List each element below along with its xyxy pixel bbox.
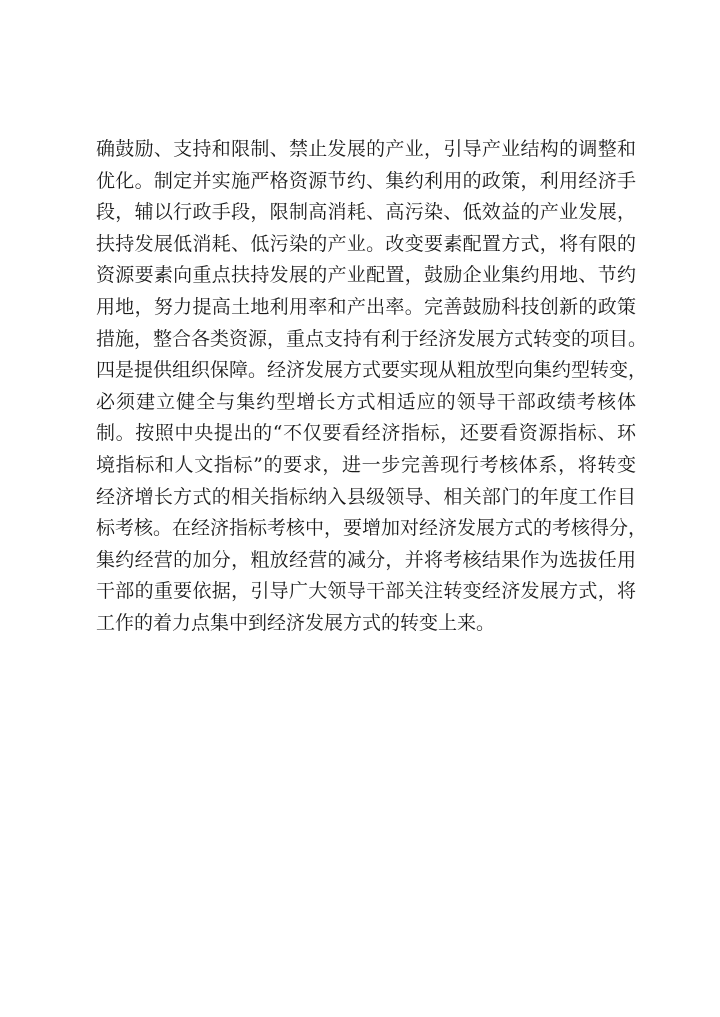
text-line: 用地，努力提高土地利用率和产出率。完善鼓励科技创新的政策 — [96, 295, 636, 318]
text-line: 制。按照中央提出的“不仅要看经济指标，还要看资源指标、环 — [96, 422, 636, 445]
text-line: 措施，整合各类资源，重点支持有利于经济发展方式转变的项目。 — [96, 327, 648, 350]
text-line: 四是提供组织保障。经济发展方式要实现从粗放型向集约型转变， — [96, 359, 648, 382]
text-line: 段，辅以行政手段，限制高消耗、高污染、低效益的产业发展， — [96, 201, 636, 224]
text-line: 工作的着力点集中到经济发展方式的转变上来。 — [96, 611, 496, 634]
text-line: 经济增长方式的相关指标纳入县级领导、相关部门的年度工作目 — [96, 485, 636, 508]
body-paragraph — [96, 134, 648, 640]
text-line: 确鼓励、支持和限制、禁止发展的产业，引导产业结构的调整和 — [96, 138, 636, 160]
text-line: 扶持发展低消耗、低污染的产业。改变要素配置方式，将有限的 — [96, 232, 636, 255]
text-line: 必须建立健全与集约型增长方式相适应的领导干部政绩考核体 — [96, 390, 636, 413]
text-line: 干部的重要依据，引导广大领导干部关注转变经济发展方式，将 — [96, 580, 636, 603]
text-line: 资源要素向重点扶持发展的产业配置，鼓励企业集约用地、节约 — [96, 264, 636, 287]
text-line: 集约经营的加分，粗放经营的减分，并将考核结果作为选拔任用 — [96, 548, 636, 571]
text-line: 境指标和人文指标”的要求，进一步完善现行考核体系，将转变 — [96, 453, 636, 476]
text-line: 优化。制定并实施严格资源节约、集约利用的政策，利用经济手 — [96, 169, 636, 192]
text-line: 标考核。在经济指标考核中，要增加对经济发展方式的考核得分， — [96, 517, 648, 540]
